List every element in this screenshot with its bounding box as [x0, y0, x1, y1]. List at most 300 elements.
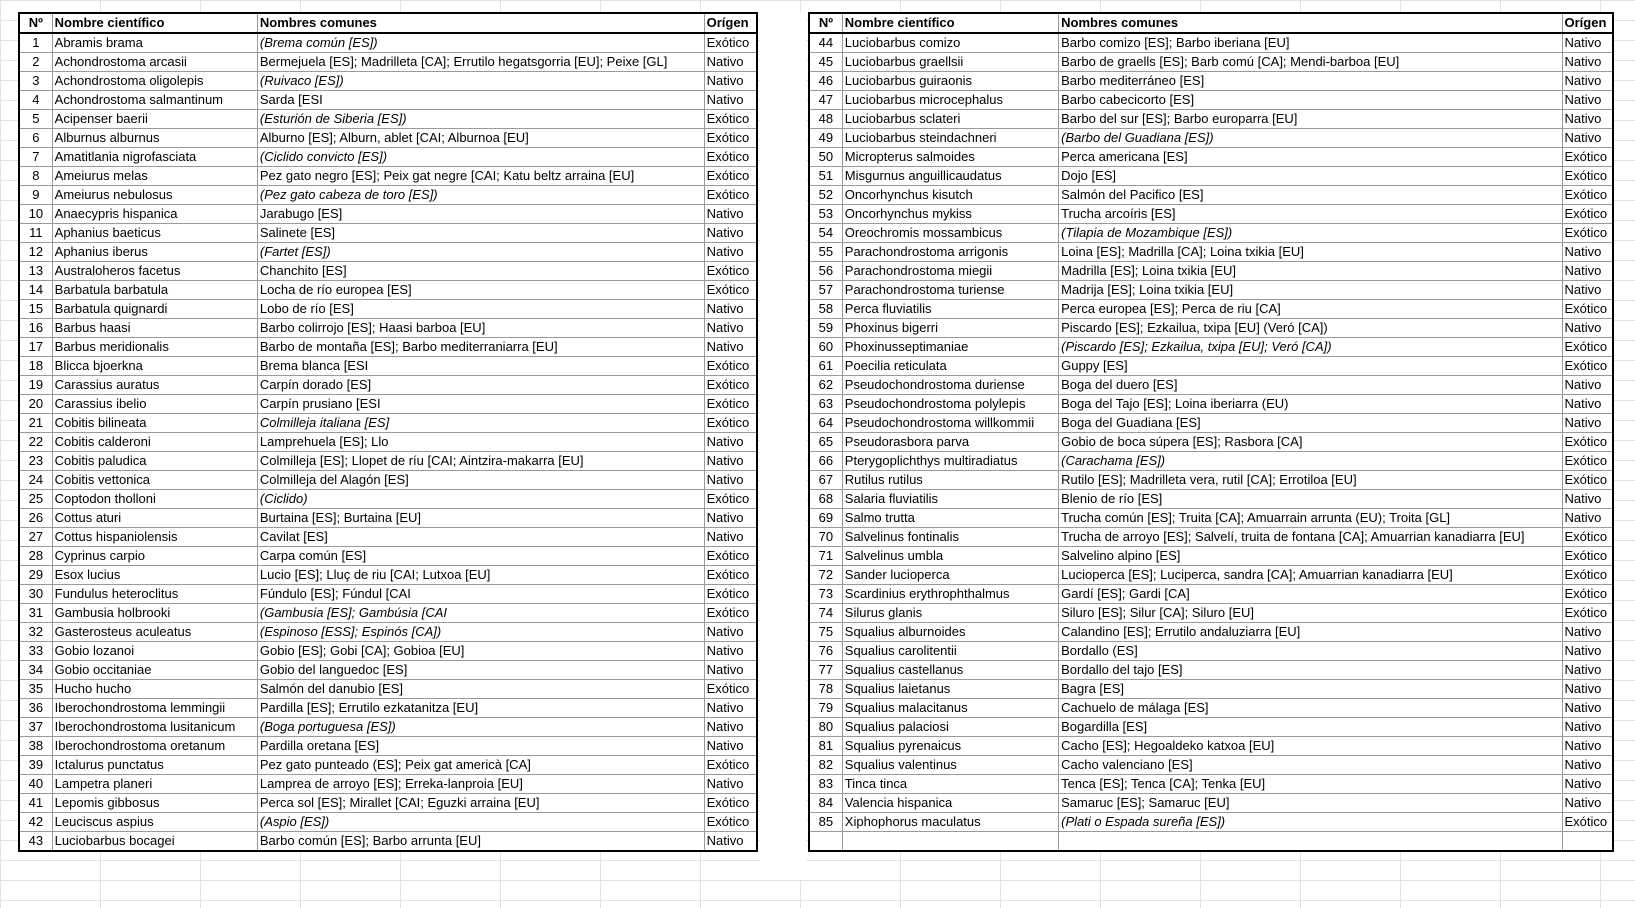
- scientific-name[interactable]: Anaecypris hispanica: [52, 205, 257, 224]
- common-names[interactable]: Perca americana [ES]: [1059, 148, 1562, 167]
- row-num[interactable]: 5: [19, 110, 52, 129]
- common-names[interactable]: Pez gato punteado (ES]; Peix gat americà [CA]: [257, 756, 704, 775]
- row-num[interactable]: 68: [809, 490, 842, 509]
- origin[interactable]: Nativo: [1562, 281, 1613, 300]
- common-names[interactable]: Salvelino alpino [ES]: [1059, 547, 1562, 566]
- scientific-name[interactable]: Scardinius erythrophthalmus: [842, 585, 1058, 604]
- origin[interactable]: Exótico: [1562, 300, 1613, 319]
- row-num[interactable]: 47: [809, 91, 842, 110]
- origin[interactable]: Exótico: [1562, 547, 1613, 566]
- common-names[interactable]: Guppy [ES]: [1059, 357, 1562, 376]
- scientific-name[interactable]: Aphanius baeticus: [52, 224, 257, 243]
- common-names[interactable]: Siluro [ES]; Silur [CA]; Siluro [EU]: [1059, 604, 1562, 623]
- origin[interactable]: Nativo: [704, 300, 757, 319]
- scientific-name[interactable]: Achondrostoma salmantinum: [52, 91, 257, 110]
- scientific-name[interactable]: Barbus haasi: [52, 319, 257, 338]
- common-names[interactable]: Gardí [ES]; Gardi [CA]: [1059, 585, 1562, 604]
- origin[interactable]: Nativo: [1562, 91, 1613, 110]
- row-num[interactable]: 13: [19, 262, 52, 281]
- scientific-name[interactable]: Lepomis gibbosus: [52, 794, 257, 813]
- origin[interactable]: Exótico: [704, 490, 757, 509]
- origin[interactable]: Exótico: [1562, 471, 1613, 490]
- row-num[interactable]: 79: [809, 699, 842, 718]
- row-num[interactable]: 4: [19, 91, 52, 110]
- common-names[interactable]: Perca europea [ES]; Perca de riu [CA]: [1059, 300, 1562, 319]
- scientific-name[interactable]: Perca fluviatilis: [842, 300, 1058, 319]
- scientific-name[interactable]: Parachondrostoma arrigonis: [842, 243, 1058, 262]
- scientific-name[interactable]: Oncorhynchus mykiss: [842, 205, 1058, 224]
- origin[interactable]: Exótico: [1562, 604, 1613, 623]
- origin[interactable]: Exótico: [704, 167, 757, 186]
- common-names[interactable]: Pez gato negro [ES]; Peix gat negre [CAI; Katu beltz arraina [EU]: [257, 167, 704, 186]
- common-names[interactable]: (Ruivaco [ES]): [257, 72, 704, 91]
- row-num[interactable]: 83: [809, 775, 842, 794]
- row-num[interactable]: 73: [809, 585, 842, 604]
- scientific-name[interactable]: Squalius valentinus: [842, 756, 1058, 775]
- scientific-name[interactable]: Iberochondrostoma lemmingii: [52, 699, 257, 718]
- row-num[interactable]: 82: [809, 756, 842, 775]
- common-names[interactable]: Carpín prusiano [ESI: [257, 395, 704, 414]
- scientific-name[interactable]: Parachondrostoma miegii: [842, 262, 1058, 281]
- origin[interactable]: Nativo: [704, 775, 757, 794]
- scientific-name[interactable]: Misgurnus anguillicaudatus: [842, 167, 1058, 186]
- common-names[interactable]: (Piscardo [ES]; Ezkailua, txipa [EU]; Veró [CA]): [1059, 338, 1562, 357]
- common-names[interactable]: Jarabugo [ES]: [257, 205, 704, 224]
- origin[interactable]: Nativo: [704, 642, 757, 661]
- row-num[interactable]: 12: [19, 243, 52, 262]
- scientific-name[interactable]: Gasterosteus aculeatus: [52, 623, 257, 642]
- origin[interactable]: Nativo: [1562, 319, 1613, 338]
- common-names[interactable]: Trucha arcoíris [ES]: [1059, 205, 1562, 224]
- scientific-name[interactable]: Carassius auratus: [52, 376, 257, 395]
- origin[interactable]: Nativo: [1562, 718, 1613, 737]
- origin[interactable]: Exótico: [704, 110, 757, 129]
- origin[interactable]: Nativo: [1562, 395, 1613, 414]
- common-names[interactable]: Gobio [ES]; Gobi [CA]; Gobioa [EU]: [257, 642, 704, 661]
- scientific-name[interactable]: Salvelinus fontinalis: [842, 528, 1058, 547]
- row-num[interactable]: 77: [809, 661, 842, 680]
- row-num[interactable]: 72: [809, 566, 842, 585]
- row-num[interactable]: 53: [809, 205, 842, 224]
- origin[interactable]: Nativo: [704, 452, 757, 471]
- common-names[interactable]: Barbo de montaña [ES]; Barbo mediterraniarra [EU]: [257, 338, 704, 357]
- origin[interactable]: Nativo: [704, 471, 757, 490]
- scientific-name[interactable]: Cobitis bilineata: [52, 414, 257, 433]
- scientific-name[interactable]: Luciobarbus microcephalus: [842, 91, 1058, 110]
- common-names[interactable]: Boga del Guadiana [ES]: [1059, 414, 1562, 433]
- origin[interactable]: Nativo: [1562, 699, 1613, 718]
- scientific-name[interactable]: Luciobarbus graellsii: [842, 53, 1058, 72]
- origin[interactable]: Exótico: [704, 262, 757, 281]
- scientific-name[interactable]: Valencia hispanica: [842, 794, 1058, 813]
- common-names[interactable]: Tenca [ES]; Tenca [CA]; Tenka [EU]: [1059, 775, 1562, 794]
- row-num[interactable]: 57: [809, 281, 842, 300]
- origin[interactable]: Exótico: [704, 566, 757, 585]
- common-names[interactable]: Salmón del danubio [ES]: [257, 680, 704, 699]
- scientific-name[interactable]: Squalius malacitanus: [842, 699, 1058, 718]
- scientific-name[interactable]: Barbatula barbatula: [52, 281, 257, 300]
- origin[interactable]: Nativo: [704, 623, 757, 642]
- common-names[interactable]: Sarda [ESI: [257, 91, 704, 110]
- row-num[interactable]: 39: [19, 756, 52, 775]
- origin[interactable]: Exótico: [1562, 338, 1613, 357]
- row-num[interactable]: 41: [19, 794, 52, 813]
- row-num[interactable]: 59: [809, 319, 842, 338]
- origin[interactable]: Exótico: [704, 129, 757, 148]
- row-num[interactable]: 64: [809, 414, 842, 433]
- scientific-name[interactable]: Salvelinus umbla: [842, 547, 1058, 566]
- scientific-name[interactable]: Aphanius iberus: [52, 243, 257, 262]
- common-names[interactable]: Samaruc [ES]; Samaruc [EU]: [1059, 794, 1562, 813]
- origin[interactable]: [1562, 832, 1613, 852]
- scientific-name[interactable]: Alburnus alburnus: [52, 129, 257, 148]
- row-num[interactable]: 8: [19, 167, 52, 186]
- scientific-name[interactable]: Oreochromis mossambicus: [842, 224, 1058, 243]
- origin[interactable]: Exótico: [1562, 186, 1613, 205]
- row-num[interactable]: 2: [19, 53, 52, 72]
- origin[interactable]: Nativo: [1562, 110, 1613, 129]
- origin[interactable]: Exótico: [704, 357, 757, 376]
- row-num[interactable]: 37: [19, 718, 52, 737]
- common-names[interactable]: Locha de río europea [ES]: [257, 281, 704, 300]
- common-names[interactable]: (Brema común [ES]): [257, 33, 704, 53]
- common-names[interactable]: Barbo común [ES]; Barbo arrunta [EU]: [257, 832, 704, 852]
- origin[interactable]: Nativo: [704, 661, 757, 680]
- origin[interactable]: Exótico: [704, 148, 757, 167]
- row-num[interactable]: 66: [809, 452, 842, 471]
- origin[interactable]: Nativo: [704, 224, 757, 243]
- origin[interactable]: Exótico: [704, 547, 757, 566]
- origin[interactable]: Nativo: [704, 832, 757, 852]
- origin[interactable]: Nativo: [1562, 756, 1613, 775]
- row-num[interactable]: 14: [19, 281, 52, 300]
- origin[interactable]: Exótico: [704, 756, 757, 775]
- origin[interactable]: Nativo: [704, 433, 757, 452]
- row-num[interactable]: 56: [809, 262, 842, 281]
- row-num[interactable]: 26: [19, 509, 52, 528]
- common-names[interactable]: Lobo de río [ES]: [257, 300, 704, 319]
- scientific-name[interactable]: Blicca bjoerkna: [52, 357, 257, 376]
- common-names[interactable]: Salmón del Pacifico [ES]: [1059, 186, 1562, 205]
- scientific-name[interactable]: Luciobarbus comizo: [842, 33, 1058, 53]
- common-names[interactable]: Colmilleja italiana [ES]: [257, 414, 704, 433]
- origin[interactable]: Exótico: [1562, 585, 1613, 604]
- scientific-name[interactable]: Micropterus salmoides: [842, 148, 1058, 167]
- scientific-name[interactable]: Gambusia holbrooki: [52, 604, 257, 623]
- scientific-name[interactable]: Pterygoplichthys multiradiatus: [842, 452, 1058, 471]
- common-names[interactable]: Carpín dorado [ES]: [257, 376, 704, 395]
- common-names[interactable]: (Boga portuguesa [ES]): [257, 718, 704, 737]
- scientific-name[interactable]: Squalius castellanus: [842, 661, 1058, 680]
- common-names[interactable]: (Fartet [ES]): [257, 243, 704, 262]
- row-num[interactable]: 49: [809, 129, 842, 148]
- row-num[interactable]: 3: [19, 72, 52, 91]
- common-names[interactable]: (Pez gato cabeza de toro [ES]): [257, 186, 704, 205]
- scientific-name[interactable]: Ictalurus punctatus: [52, 756, 257, 775]
- scientific-name[interactable]: Iberochondrostoma lusitanicum: [52, 718, 257, 737]
- common-names[interactable]: Bordallo del tajo [ES]: [1059, 661, 1562, 680]
- common-names[interactable]: Bogardilla [ES]: [1059, 718, 1562, 737]
- row-num[interactable]: 76: [809, 642, 842, 661]
- row-num[interactable]: 74: [809, 604, 842, 623]
- common-names[interactable]: Barbo del sur [ES]; Barbo europarra [EU]: [1059, 110, 1562, 129]
- origin[interactable]: Exótico: [704, 186, 757, 205]
- common-names[interactable]: Boga del Tajo [ES]; Loina iberiarra (EU): [1059, 395, 1562, 414]
- scientific-name[interactable]: Carassius ibelio: [52, 395, 257, 414]
- origin[interactable]: Exótico: [1562, 452, 1613, 471]
- scientific-name[interactable]: Oncorhynchus kisutch: [842, 186, 1058, 205]
- common-names[interactable]: Gobio de boca súpera [ES]; Rasbora [CA]: [1059, 433, 1562, 452]
- origin[interactable]: Nativo: [1562, 642, 1613, 661]
- common-names[interactable]: Colmilleja del Alagón [ES]: [257, 471, 704, 490]
- origin[interactable]: Exótico: [1562, 224, 1613, 243]
- common-names[interactable]: Cacho [ES]; Hegoaldeko katxoa [EU]: [1059, 737, 1562, 756]
- common-names[interactable]: Colmilleja [ES]; Llopet de ríu [CAI; Aintzira-makarra [EU]: [257, 452, 704, 471]
- common-names[interactable]: Fúndulo [ES]; Fúndul [CAI: [257, 585, 704, 604]
- row-num[interactable]: 21: [19, 414, 52, 433]
- origin[interactable]: Nativo: [1562, 623, 1613, 642]
- scientific-name[interactable]: Parachondrostoma turiense: [842, 281, 1058, 300]
- origin[interactable]: Exótico: [1562, 528, 1613, 547]
- origin[interactable]: Nativo: [1562, 794, 1613, 813]
- row-num[interactable]: 40: [19, 775, 52, 794]
- row-num[interactable]: 29: [19, 566, 52, 585]
- origin[interactable]: Nativo: [1562, 661, 1613, 680]
- row-num[interactable]: 54: [809, 224, 842, 243]
- row-num[interactable]: 61: [809, 357, 842, 376]
- common-names[interactable]: Lamprehuela [ES]; Llo: [257, 433, 704, 452]
- common-names[interactable]: Barbo comizo [ES]; Barbo iberiana [EU]: [1059, 33, 1562, 53]
- row-num[interactable]: 60: [809, 338, 842, 357]
- origin[interactable]: Exótico: [704, 604, 757, 623]
- scientific-name[interactable]: Cobitis paludica: [52, 452, 257, 471]
- scientific-name[interactable]: Barbus meridionalis: [52, 338, 257, 357]
- origin[interactable]: Exótico: [704, 794, 757, 813]
- row-num[interactable]: 45: [809, 53, 842, 72]
- row-num[interactable]: 65: [809, 433, 842, 452]
- common-names[interactable]: Trucha de arroyo [ES]; Salvelí, truita de fontana [CA]; Amuarrian kanadiarra [EU]: [1059, 528, 1562, 547]
- scientific-name[interactable]: Abramis brama: [52, 33, 257, 53]
- scientific-name[interactable]: Hucho hucho: [52, 680, 257, 699]
- common-names[interactable]: (Carachama [ES]): [1059, 452, 1562, 471]
- scientific-name[interactable]: Pseudorasbora parva: [842, 433, 1058, 452]
- origin[interactable]: Nativo: [704, 205, 757, 224]
- scientific-name[interactable]: Ameiurus melas: [52, 167, 257, 186]
- origin[interactable]: Nativo: [1562, 490, 1613, 509]
- row-num[interactable]: 75: [809, 623, 842, 642]
- row-num[interactable]: 1: [19, 33, 52, 53]
- origin[interactable]: Nativo: [1562, 376, 1613, 395]
- common-names[interactable]: (Ciclido convicto [ES]): [257, 148, 704, 167]
- origin[interactable]: Exótico: [1562, 167, 1613, 186]
- common-names[interactable]: Cachuelo de málaga [ES]: [1059, 699, 1562, 718]
- common-names[interactable]: Barbo cabecicorto [ES]: [1059, 91, 1562, 110]
- scientific-name[interactable]: Amatitlania nigrofasciata: [52, 148, 257, 167]
- row-num[interactable]: 27: [19, 528, 52, 547]
- scientific-name[interactable]: Cobitis vettonica: [52, 471, 257, 490]
- scientific-name[interactable]: Australoheros facetus: [52, 262, 257, 281]
- common-names[interactable]: (Espinoso [ESS]; Espinós [CA]): [257, 623, 704, 642]
- scientific-name[interactable]: Squalius pyrenaicus: [842, 737, 1058, 756]
- row-num[interactable]: 67: [809, 471, 842, 490]
- scientific-name[interactable]: Sander lucioperca: [842, 566, 1058, 585]
- scientific-name[interactable]: Barbatula quignardi: [52, 300, 257, 319]
- common-names[interactable]: Bagra [ES]: [1059, 680, 1562, 699]
- common-names[interactable]: Salinete [ES]: [257, 224, 704, 243]
- row-num[interactable]: 24: [19, 471, 52, 490]
- scientific-name[interactable]: Phoxinus bigerri: [842, 319, 1058, 338]
- row-num[interactable]: 6: [19, 129, 52, 148]
- scientific-name[interactable]: Squalius alburnoides: [842, 623, 1058, 642]
- scientific-name[interactable]: Gobio lozanoi: [52, 642, 257, 661]
- origin[interactable]: Nativo: [704, 243, 757, 262]
- row-num[interactable]: 44: [809, 33, 842, 53]
- origin[interactable]: Exótico: [1562, 566, 1613, 585]
- row-num[interactable]: 33: [19, 642, 52, 661]
- origin[interactable]: Nativo: [1562, 53, 1613, 72]
- row-num[interactable]: 7: [19, 148, 52, 167]
- row-num[interactable]: 36: [19, 699, 52, 718]
- row-num[interactable]: 43: [19, 832, 52, 852]
- scientific-name[interactable]: Lampetra planeri: [52, 775, 257, 794]
- common-names[interactable]: Barbo mediterráneo [ES]: [1059, 72, 1562, 91]
- row-num[interactable]: 16: [19, 319, 52, 338]
- scientific-name[interactable]: Pseudochondrostoma polylepis: [842, 395, 1058, 414]
- common-names[interactable]: Madrilla [ES]; Loina txikia [EU]: [1059, 262, 1562, 281]
- scientific-name[interactable]: Cottus aturi: [52, 509, 257, 528]
- row-num[interactable]: 55: [809, 243, 842, 262]
- common-names[interactable]: (Plati o Espada sureña [ES]): [1059, 813, 1562, 832]
- origin[interactable]: Nativo: [1562, 414, 1613, 433]
- scientific-name[interactable]: Pseudochondrostoma duriense: [842, 376, 1058, 395]
- origin[interactable]: Exótico: [704, 813, 757, 832]
- common-names[interactable]: (Tilapia de Mozambique [ES]): [1059, 224, 1562, 243]
- origin[interactable]: Nativo: [1562, 262, 1613, 281]
- common-names[interactable]: Pardilla [ES]; Errutilo ezkatanitza [EU]: [257, 699, 704, 718]
- scientific-name[interactable]: [842, 832, 1058, 852]
- scientific-name[interactable]: Luciobarbus bocagei: [52, 832, 257, 852]
- common-names[interactable]: Trucha común [ES]; Truita [CA]; Amuarrain arrunta (EU); Troita [GL]: [1059, 509, 1562, 528]
- origin[interactable]: Nativo: [704, 718, 757, 737]
- origin[interactable]: Nativo: [1562, 737, 1613, 756]
- common-names[interactable]: Loina [ES]; Madrilla [CA]; Loina txikia [EU]: [1059, 243, 1562, 262]
- origin[interactable]: Nativo: [1562, 775, 1613, 794]
- scientific-name[interactable]: Luciobarbus sclateri: [842, 110, 1058, 129]
- origin[interactable]: Nativo: [704, 319, 757, 338]
- row-num[interactable]: 69: [809, 509, 842, 528]
- common-names[interactable]: Perca sol [ES]; Mirallet [CAI; Eguzki arraina [EU]: [257, 794, 704, 813]
- origin[interactable]: Exótico: [704, 414, 757, 433]
- row-num[interactable]: 23: [19, 452, 52, 471]
- common-names[interactable]: Barbo de graells [ES]; Barb comú [CA]; Mendi-barboa [EU]: [1059, 53, 1562, 72]
- common-names[interactable]: Calandino [ES]; Errutilo andaluziarra [EU]: [1059, 623, 1562, 642]
- scientific-name[interactable]: Fundulus heteroclitus: [52, 585, 257, 604]
- scientific-name[interactable]: Tinca tinca: [842, 775, 1058, 794]
- scientific-name[interactable]: Leuciscus aspius: [52, 813, 257, 832]
- scientific-name[interactable]: Cottus hispaniolensis: [52, 528, 257, 547]
- origin[interactable]: Exótico: [1562, 205, 1613, 224]
- row-num[interactable]: 58: [809, 300, 842, 319]
- origin[interactable]: Nativo: [1562, 33, 1613, 53]
- origin[interactable]: Nativo: [1562, 72, 1613, 91]
- origin[interactable]: Nativo: [1562, 129, 1613, 148]
- common-names[interactable]: Chanchito [ES]: [257, 262, 704, 281]
- origin[interactable]: Nativo: [704, 91, 757, 110]
- row-num[interactable]: 62: [809, 376, 842, 395]
- row-num[interactable]: 71: [809, 547, 842, 566]
- scientific-name[interactable]: Iberochondrostoma oretanum: [52, 737, 257, 756]
- scientific-name[interactable]: Squalius carolitentii: [842, 642, 1058, 661]
- common-names[interactable]: Rutilo [ES]; Madrilleta vera, rutil [CA]; Errotiloa [EU]: [1059, 471, 1562, 490]
- row-num[interactable]: 51: [809, 167, 842, 186]
- scientific-name[interactable]: Phoxinusseptimaniae: [842, 338, 1058, 357]
- scientific-name[interactable]: Cyprinus carpio: [52, 547, 257, 566]
- scientific-name[interactable]: Luciobarbus guiraonis: [842, 72, 1058, 91]
- origin[interactable]: Exótico: [1562, 357, 1613, 376]
- common-names[interactable]: (Gambusia [ES]; Gambúsia [CAI: [257, 604, 704, 623]
- common-names[interactable]: Cacho valenciano [ES]: [1059, 756, 1562, 775]
- origin[interactable]: Nativo: [704, 72, 757, 91]
- origin[interactable]: Exótico: [704, 281, 757, 300]
- common-names[interactable]: Blenio de río [ES]: [1059, 490, 1562, 509]
- common-names[interactable]: (Barbo del Guadiana [ES]): [1059, 129, 1562, 148]
- row-num[interactable]: 9: [19, 186, 52, 205]
- common-names[interactable]: (Aspio [ES]): [257, 813, 704, 832]
- origin[interactable]: Nativo: [704, 338, 757, 357]
- common-names[interactable]: Burtaina [ES]; Burtaina [EU]: [257, 509, 704, 528]
- row-num[interactable]: [809, 832, 842, 852]
- row-num[interactable]: 70: [809, 528, 842, 547]
- scientific-name[interactable]: Achondrostoma arcasii: [52, 53, 257, 72]
- common-names[interactable]: Boga del duero [ES]: [1059, 376, 1562, 395]
- row-num[interactable]: 46: [809, 72, 842, 91]
- common-names[interactable]: Bordallo (ES]: [1059, 642, 1562, 661]
- origin[interactable]: Exótico: [704, 376, 757, 395]
- common-names[interactable]: Lucioperca [ES]; Luciperca, sandra [CA]; Amuarrian kanadiarra [EU]: [1059, 566, 1562, 585]
- row-num[interactable]: 17: [19, 338, 52, 357]
- origin[interactable]: Nativo: [704, 53, 757, 72]
- common-names[interactable]: Bermejuela [ES]; Madrilleta [CA]; Errutilo hegatsgorria [EU]; Peixe [GL]: [257, 53, 704, 72]
- common-names[interactable]: Dojo [ES]: [1059, 167, 1562, 186]
- common-names[interactable]: (Esturión de Siberia [ES]): [257, 110, 704, 129]
- row-num[interactable]: 80: [809, 718, 842, 737]
- row-num[interactable]: 84: [809, 794, 842, 813]
- origin[interactable]: Nativo: [704, 699, 757, 718]
- origin[interactable]: Nativo: [1562, 680, 1613, 699]
- scientific-name[interactable]: Ameiurus nebulosus: [52, 186, 257, 205]
- scientific-name[interactable]: Coptodon tholloni: [52, 490, 257, 509]
- common-names[interactable]: Cavilat [ES]: [257, 528, 704, 547]
- row-num[interactable]: 18: [19, 357, 52, 376]
- scientific-name[interactable]: Achondrostoma oligolepis: [52, 72, 257, 91]
- row-num[interactable]: 34: [19, 661, 52, 680]
- origin[interactable]: Exótico: [1562, 813, 1613, 832]
- scientific-name[interactable]: Esox lucius: [52, 566, 257, 585]
- scientific-name[interactable]: Squalius palaciosi: [842, 718, 1058, 737]
- common-names[interactable]: Gobio del languedoc [ES]: [257, 661, 704, 680]
- common-names[interactable]: Madrija [ES]; Loina txikia [EU]: [1059, 281, 1562, 300]
- origin[interactable]: Exótico: [1562, 433, 1613, 452]
- row-num[interactable]: 38: [19, 737, 52, 756]
- origin[interactable]: Exótico: [1562, 148, 1613, 167]
- row-num[interactable]: 28: [19, 547, 52, 566]
- scientific-name[interactable]: Gobio occitaniae: [52, 661, 257, 680]
- row-num[interactable]: 19: [19, 376, 52, 395]
- row-num[interactable]: 30: [19, 585, 52, 604]
- origin[interactable]: Exótico: [704, 395, 757, 414]
- row-num[interactable]: 63: [809, 395, 842, 414]
- scientific-name[interactable]: Xiphophorus maculatus: [842, 813, 1058, 832]
